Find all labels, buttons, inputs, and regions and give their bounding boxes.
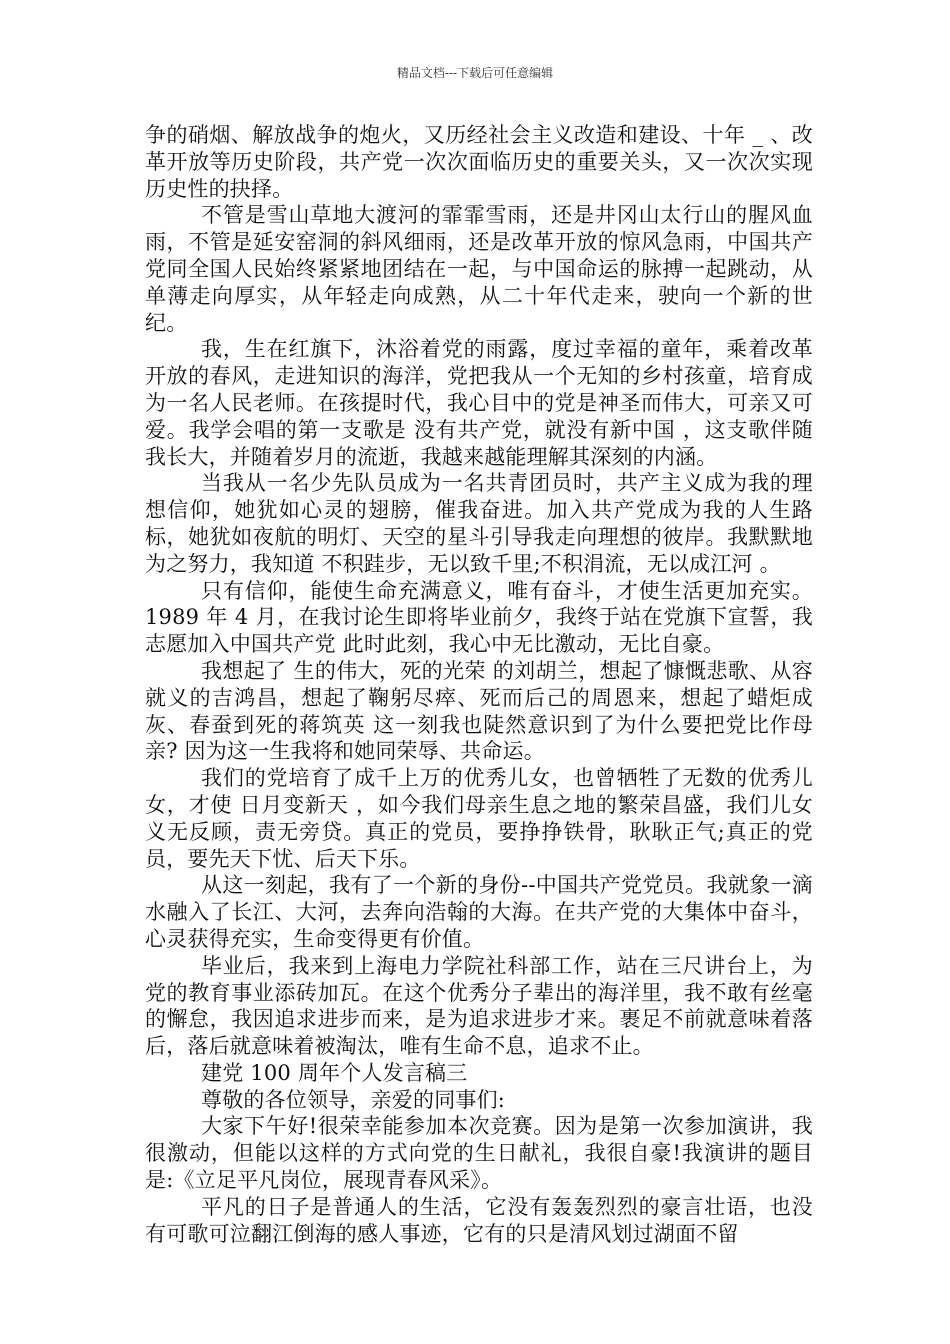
salutation: 尊敬的各位领导，亲爱的同事们:	[201, 1087, 506, 1112]
section-title: 建党 100 周年个人发言稿三	[201, 1060, 468, 1085]
paragraph-8: 从这一刻起，我有了一个新的身份--中国共产党党员。我就象一滴水融入了长江、大河，去奔向浩翰的大海。在共产党的大集体中奋斗，心灵获得充实，生命变得更有价值。	[145, 873, 813, 951]
paragraph-6: 我想起了 生的伟大，死的光荣 的刘胡兰，想起了慷慨悲歌、从容就义的吉鸿昌，想起了鞠躬尽瘁、死而后己的周恩来，想起了蜡炬成灰、春蚕到死的蒋筑英 这一刻我也陡然意识到了为什么要把党比作母亲? 因为这一生我将和她同荣辱、共命运。	[145, 658, 813, 764]
paragraph-5: 只有信仰，能使生命充满意义，唯有奋斗，才使生活更加充实。1989 年 4 月，在我讨论生即将毕业前夕，我终于站在党旗下宣誓，我志愿加入中国共产党 此时此刻，我心中无比激动，无比自豪。	[145, 578, 813, 657]
paragraph-1: 争的硝烟、解放战争的炮火，又历经社会主义改造和建设、十年 _ 、改革开放等历史阶段，共产党一次次面临历史的重要关头，又一次次实现历史性的抉择。	[145, 123, 813, 201]
page-header: 精品文档---下载后可任意编辑	[396, 66, 554, 80]
paragraph-9: 毕业后，我来到上海电力学院社科部工作，站在三尺讲台上，为党的教育事业添砖加瓦。在这个优秀分子辈出的海洋里，我不敢有丝毫的懈怠，我因追求进步而来，是为追求进步才来。裹足不前就意味着落后，落后就意味着被淘汰，唯有生命不息，追求不止。	[145, 953, 813, 1059]
paragraph-4: 当我从一名少先队员成为一名共青团员时，共产主义成为我的理想信仰，她犹如心灵的翅膀，催我奋进。加入共产党成为我的人生路标，她犹如夜航的明灯、天空的星斗引导我走向理想的彼岸。我默默地为之努力，我知道 不积跬步，无以致千里;不积涓流，无以成江河 。	[145, 471, 813, 576]
document-body	[145, 122, 813, 1247]
paragraph-7: 我们的党培育了成千上万的优秀儿女，也曾牺牲了无数的优秀儿女，才使 日月变新天 ，如今我们母亲生息之地的繁荣昌盛，我们儿女义无反顾，责无旁贷。真正的党员，要挣挣铁骨，耿耿正气;真正的党员，要先天下忧、后天下乐。	[145, 766, 813, 871]
paragraph-3: 我，生在红旗下，沐浴着党的雨露，度过幸福的童年，乘着改革开放的春风，走进知识的海洋，党把我从一个无知的乡村孩童，培育成为一名人民老师。在孩提时代，我心目中的党是神圣而伟大，可亲又可爱。我学会唱的第一支歌是 没有共产党，就没有新中国 ，这支歌伴随我长大，并随着岁月的流逝，我越来越能理解其深刻的内涵。	[145, 337, 813, 469]
paragraph-2: 不管是雪山草地大渡河的霏霏雪雨，还是井冈山太行山的腥风血雨，不管是延安窑洞的斜风细雨，还是改革开放的惊风急雨，中国共产党同全国人民始终紧紧地团结在一起，与中国命运的脉搏一起跳动，从单薄走向厚实，从年轻走向成熟，从二十年代走来，驶向一个新的世纪。	[145, 203, 813, 335]
paragraph-10: 大家下午好!很荣幸能参加本次竞赛。因为是第一次参加演讲，我很激动，但能以这样的方式向党的生日献礼，我很自豪!我演讲的题目是:《立足平凡岗位，展现青春风采》。	[145, 1114, 813, 1193]
paragraph-11: 平凡的日子是普通人的生活，它没有轰轰烈烈的豪言壮语，也没有可歌可泣翻江倒海的感人事迹，它有的只是清风划过湖面不留	[145, 1194, 813, 1246]
